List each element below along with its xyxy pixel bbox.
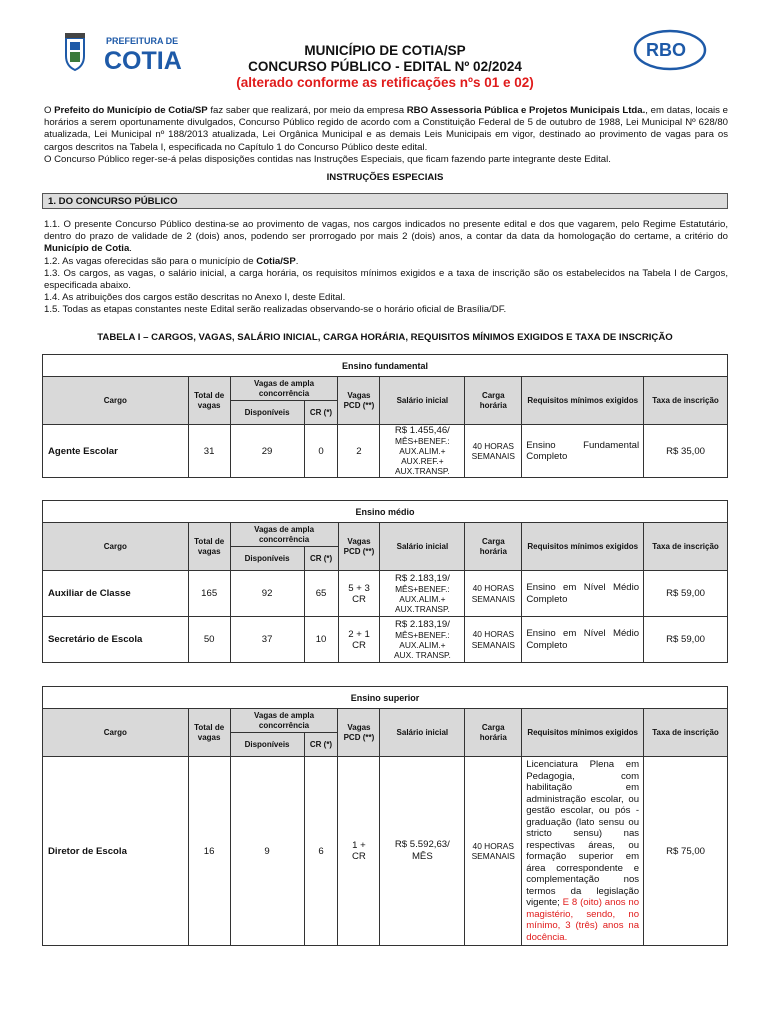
col-salario: Salário inicial bbox=[380, 523, 465, 571]
title-alteracao: (alterado conforme as retificações nºs 01 e 02) bbox=[236, 75, 534, 90]
col-ampla: Vagas de ampla concorrência bbox=[230, 377, 338, 401]
col-pcd: Vagas PCD (**) bbox=[338, 709, 380, 757]
col-total: Total de vagas bbox=[188, 377, 230, 425]
intro-paragraph-2: O Concurso Público reger-se-á pelas disposições contidas nas Instruções Especiais, que ficam fazendo parte integrante deste Edital. bbox=[44, 153, 611, 165]
cell-taxa: R$ 35,00 bbox=[644, 425, 728, 478]
cell-salario: R$ 1.455,46/ MÊS+BENEF.: AUX.ALIM.+ AUX.REF.+ AUX.TRANSP. bbox=[380, 425, 465, 478]
cell-carga: 40 HORAS SEMANAIS bbox=[465, 571, 522, 617]
page-header bbox=[0, 0, 770, 100]
cell-cargo: Secretário de Escola bbox=[43, 617, 189, 663]
tabela-1-caption: TABELA I – CARGOS, VAGAS, SALÁRIO INICIAL, CARGA HORÁRIA, REQUISITOS MÍNIMOS EXIGIDOS E TAXA DE INSCRIÇÃO bbox=[97, 332, 673, 343]
col-disponiveis: Disponíveis bbox=[230, 401, 304, 425]
cell-cargo: Agente Escolar bbox=[43, 425, 189, 478]
cell-carga: 40 HORAS SEMANAIS bbox=[465, 425, 522, 478]
col-ampla: Vagas de ampla concorrência bbox=[230, 709, 338, 733]
cell-salario: R$ 2.183,19/ MÊS+BENEF.: AUX.ALIM.+ AUX. TRANSP. bbox=[380, 617, 465, 663]
logo-small-text: PREFEITURA DE bbox=[106, 36, 179, 46]
col-total: Total de vagas bbox=[188, 709, 230, 757]
cell-cr: 65 bbox=[304, 571, 338, 617]
section-1-text bbox=[44, 219, 728, 317]
col-total: Total de vagas bbox=[188, 523, 230, 571]
cell-pcd: 2 bbox=[338, 425, 380, 478]
cell-salario: R$ 5.592,63/ MÊS bbox=[380, 757, 465, 946]
table-caption: Ensino fundamental bbox=[43, 355, 728, 377]
cell-salario: R$ 2.183,19/ MÊS+BENEF.: AUX.ALIM.+ AUX.TRANSP. bbox=[380, 571, 465, 617]
item-1-1: 1.1. O presente Concurso Público destina-se ao provimento de vagas, nos cargos indicados no presente edital e dos que vagarem, pelo Regime Estatutário, dentro do prazo de validade de 2 (dois) anos, podendo ser prorrogado por mais 2 (dois) anos, a contar da data da homologação do certame, a critério do Município de Cotia. bbox=[44, 219, 728, 255]
cell-total: 31 bbox=[188, 425, 230, 478]
table-ensino-fundamental bbox=[42, 354, 728, 478]
cell-disponiveis: 92 bbox=[230, 571, 304, 617]
cell-disponiveis: 9 bbox=[230, 757, 304, 946]
table-row bbox=[43, 617, 728, 663]
cell-total: 165 bbox=[188, 571, 230, 617]
cell-requisitos: Ensino Fundamental Completo bbox=[522, 425, 644, 478]
cell-taxa: R$ 59,00 bbox=[644, 617, 728, 663]
col-carga: Carga horária bbox=[465, 709, 522, 757]
col-cargo: Cargo bbox=[43, 377, 189, 425]
cell-disponiveis: 29 bbox=[230, 425, 304, 478]
col-requisitos: Requisitos mínimos exigidos bbox=[522, 709, 644, 757]
col-disponiveis: Disponíveis bbox=[230, 733, 304, 757]
cell-taxa: R$ 59,00 bbox=[644, 571, 728, 617]
col-pcd: Vagas PCD (**) bbox=[338, 377, 380, 425]
table-ensino-superior bbox=[42, 686, 728, 946]
col-cr: CR (*) bbox=[304, 733, 338, 757]
col-carga: Carga horária bbox=[465, 377, 522, 425]
item-1-4: 1.4. As atribuições dos cargos estão descritas no Anexo I, deste Edital. bbox=[44, 292, 346, 304]
table-ensino-medio bbox=[42, 500, 728, 663]
section-1-title: 1. DO CONCURSO PÚBLICO bbox=[42, 193, 728, 209]
col-taxa: Taxa de inscrição bbox=[644, 377, 728, 425]
cell-cr: 6 bbox=[304, 757, 338, 946]
col-requisitos: Requisitos mínimos exigidos bbox=[522, 377, 644, 425]
cell-total: 16 bbox=[188, 757, 230, 946]
cell-pcd: 2 + 1 CR bbox=[338, 617, 380, 663]
rbo-logo bbox=[632, 28, 708, 72]
col-requisitos: Requisitos mínimos exigidos bbox=[522, 523, 644, 571]
cell-cr: 0 bbox=[304, 425, 338, 478]
requisito-alteracao: E 8 (oito) anos no magistério, sendo, no mínimo, 3 (três) anos na docência. bbox=[526, 897, 640, 943]
col-pcd: Vagas PCD (**) bbox=[338, 523, 380, 571]
cell-requisitos: Ensino em Nível Médio Completo bbox=[522, 571, 644, 617]
cell-requisitos: Ensino em Nível Médio Completo bbox=[522, 617, 644, 663]
col-taxa: Taxa de inscrição bbox=[644, 523, 728, 571]
table-caption: Ensino superior bbox=[43, 687, 728, 709]
cell-cargo: Auxiliar de Classe bbox=[43, 571, 189, 617]
item-1-2: 1.2. As vagas oferecidas são para o município de Cotia/SP. bbox=[44, 255, 299, 267]
col-cr: CR (*) bbox=[304, 547, 338, 571]
instrucoes-especiais-caption: INSTRUÇÕES ESPECIAIS bbox=[326, 172, 444, 183]
intro-paragraph-1: O Prefeito do Município de Cotia/SP faz saber que realizará, por meio da empresa RBO Assessoria Pública e Projetos Municipais Ltda., em datas, locais e horários a serem oportunamente divulgados, Concurso Público regido de acordo com a Constituição Federal de 5 de outubro de 1988, Lei Municipal Nº 628/80 atualizada, Lei Municipal nº 188/2013 atualizada, Lei Orgânica Municipal e as demais Leis Municipais em vigor, destinado ao provimento de vagas para os cargos descritos na Tabela I, especificada no Capítulo 1 do Concurso Público deste edital. bbox=[44, 105, 728, 153]
table-row bbox=[43, 425, 728, 478]
col-salario: Salário inicial bbox=[380, 377, 465, 425]
table-row bbox=[43, 571, 728, 617]
logo-big-text: COTIA bbox=[104, 47, 182, 72]
cell-total: 50 bbox=[188, 617, 230, 663]
col-salario: Salário inicial bbox=[380, 709, 465, 757]
table-caption: Ensino médio bbox=[43, 501, 728, 523]
cell-taxa: R$ 75,00 bbox=[644, 757, 728, 946]
col-carga: Carga horária bbox=[465, 523, 522, 571]
cell-cargo: Diretor de Escola bbox=[43, 757, 189, 946]
rbo-logo-text: RBO bbox=[646, 40, 686, 60]
item-1-3: 1.3. Os cargos, as vagas, o salário inicial, a carga horária, os requisitos mínimos exigidos e a taxa de inscrição são os estabelecidos na Tabela I de Cargos, especificada abaixo. bbox=[44, 267, 728, 292]
cell-requisitos: Licenciatura Plena em Pedagogia, com habilitação em administração escolar, ou gestão escolar, ou pós - graduação (lato sensu ou stricto sensu) nas respectivas áreas, ou formação superior em área correspondente e complementação nos termos da legislação vigente; E 8 (oito) anos no magistério, sendo, no mínimo, 3 (três) anos na docência. bbox=[522, 757, 644, 946]
col-cargo: Cargo bbox=[43, 523, 189, 571]
col-taxa: Taxa de inscrição bbox=[644, 709, 728, 757]
cell-pcd: 5 + 3 CR bbox=[338, 571, 380, 617]
cell-pcd: 1 + CR bbox=[338, 757, 380, 946]
intro-text bbox=[44, 105, 728, 166]
title-concurso: CONCURSO PÚBLICO - EDITAL Nº 02/2024 bbox=[248, 59, 522, 74]
col-ampla: Vagas de ampla concorrência bbox=[230, 523, 338, 547]
cell-carga: 40 HORAS SEMANAIS bbox=[465, 617, 522, 663]
item-1-5: 1.5. Todas as etapas constantes neste Edital serão realizadas observando-se o horário oficial de Brasília/DF. bbox=[44, 304, 507, 316]
cell-disponiveis: 37 bbox=[230, 617, 304, 663]
col-cargo: Cargo bbox=[43, 709, 189, 757]
cell-cr: 10 bbox=[304, 617, 338, 663]
cell-carga: 40 HORAS SEMANAIS bbox=[465, 757, 522, 946]
table-row bbox=[43, 757, 728, 946]
col-disponiveis: Disponíveis bbox=[230, 547, 304, 571]
col-cr: CR (*) bbox=[304, 401, 338, 425]
title-municipio: MUNICÍPIO DE COTIA/SP bbox=[304, 43, 466, 58]
